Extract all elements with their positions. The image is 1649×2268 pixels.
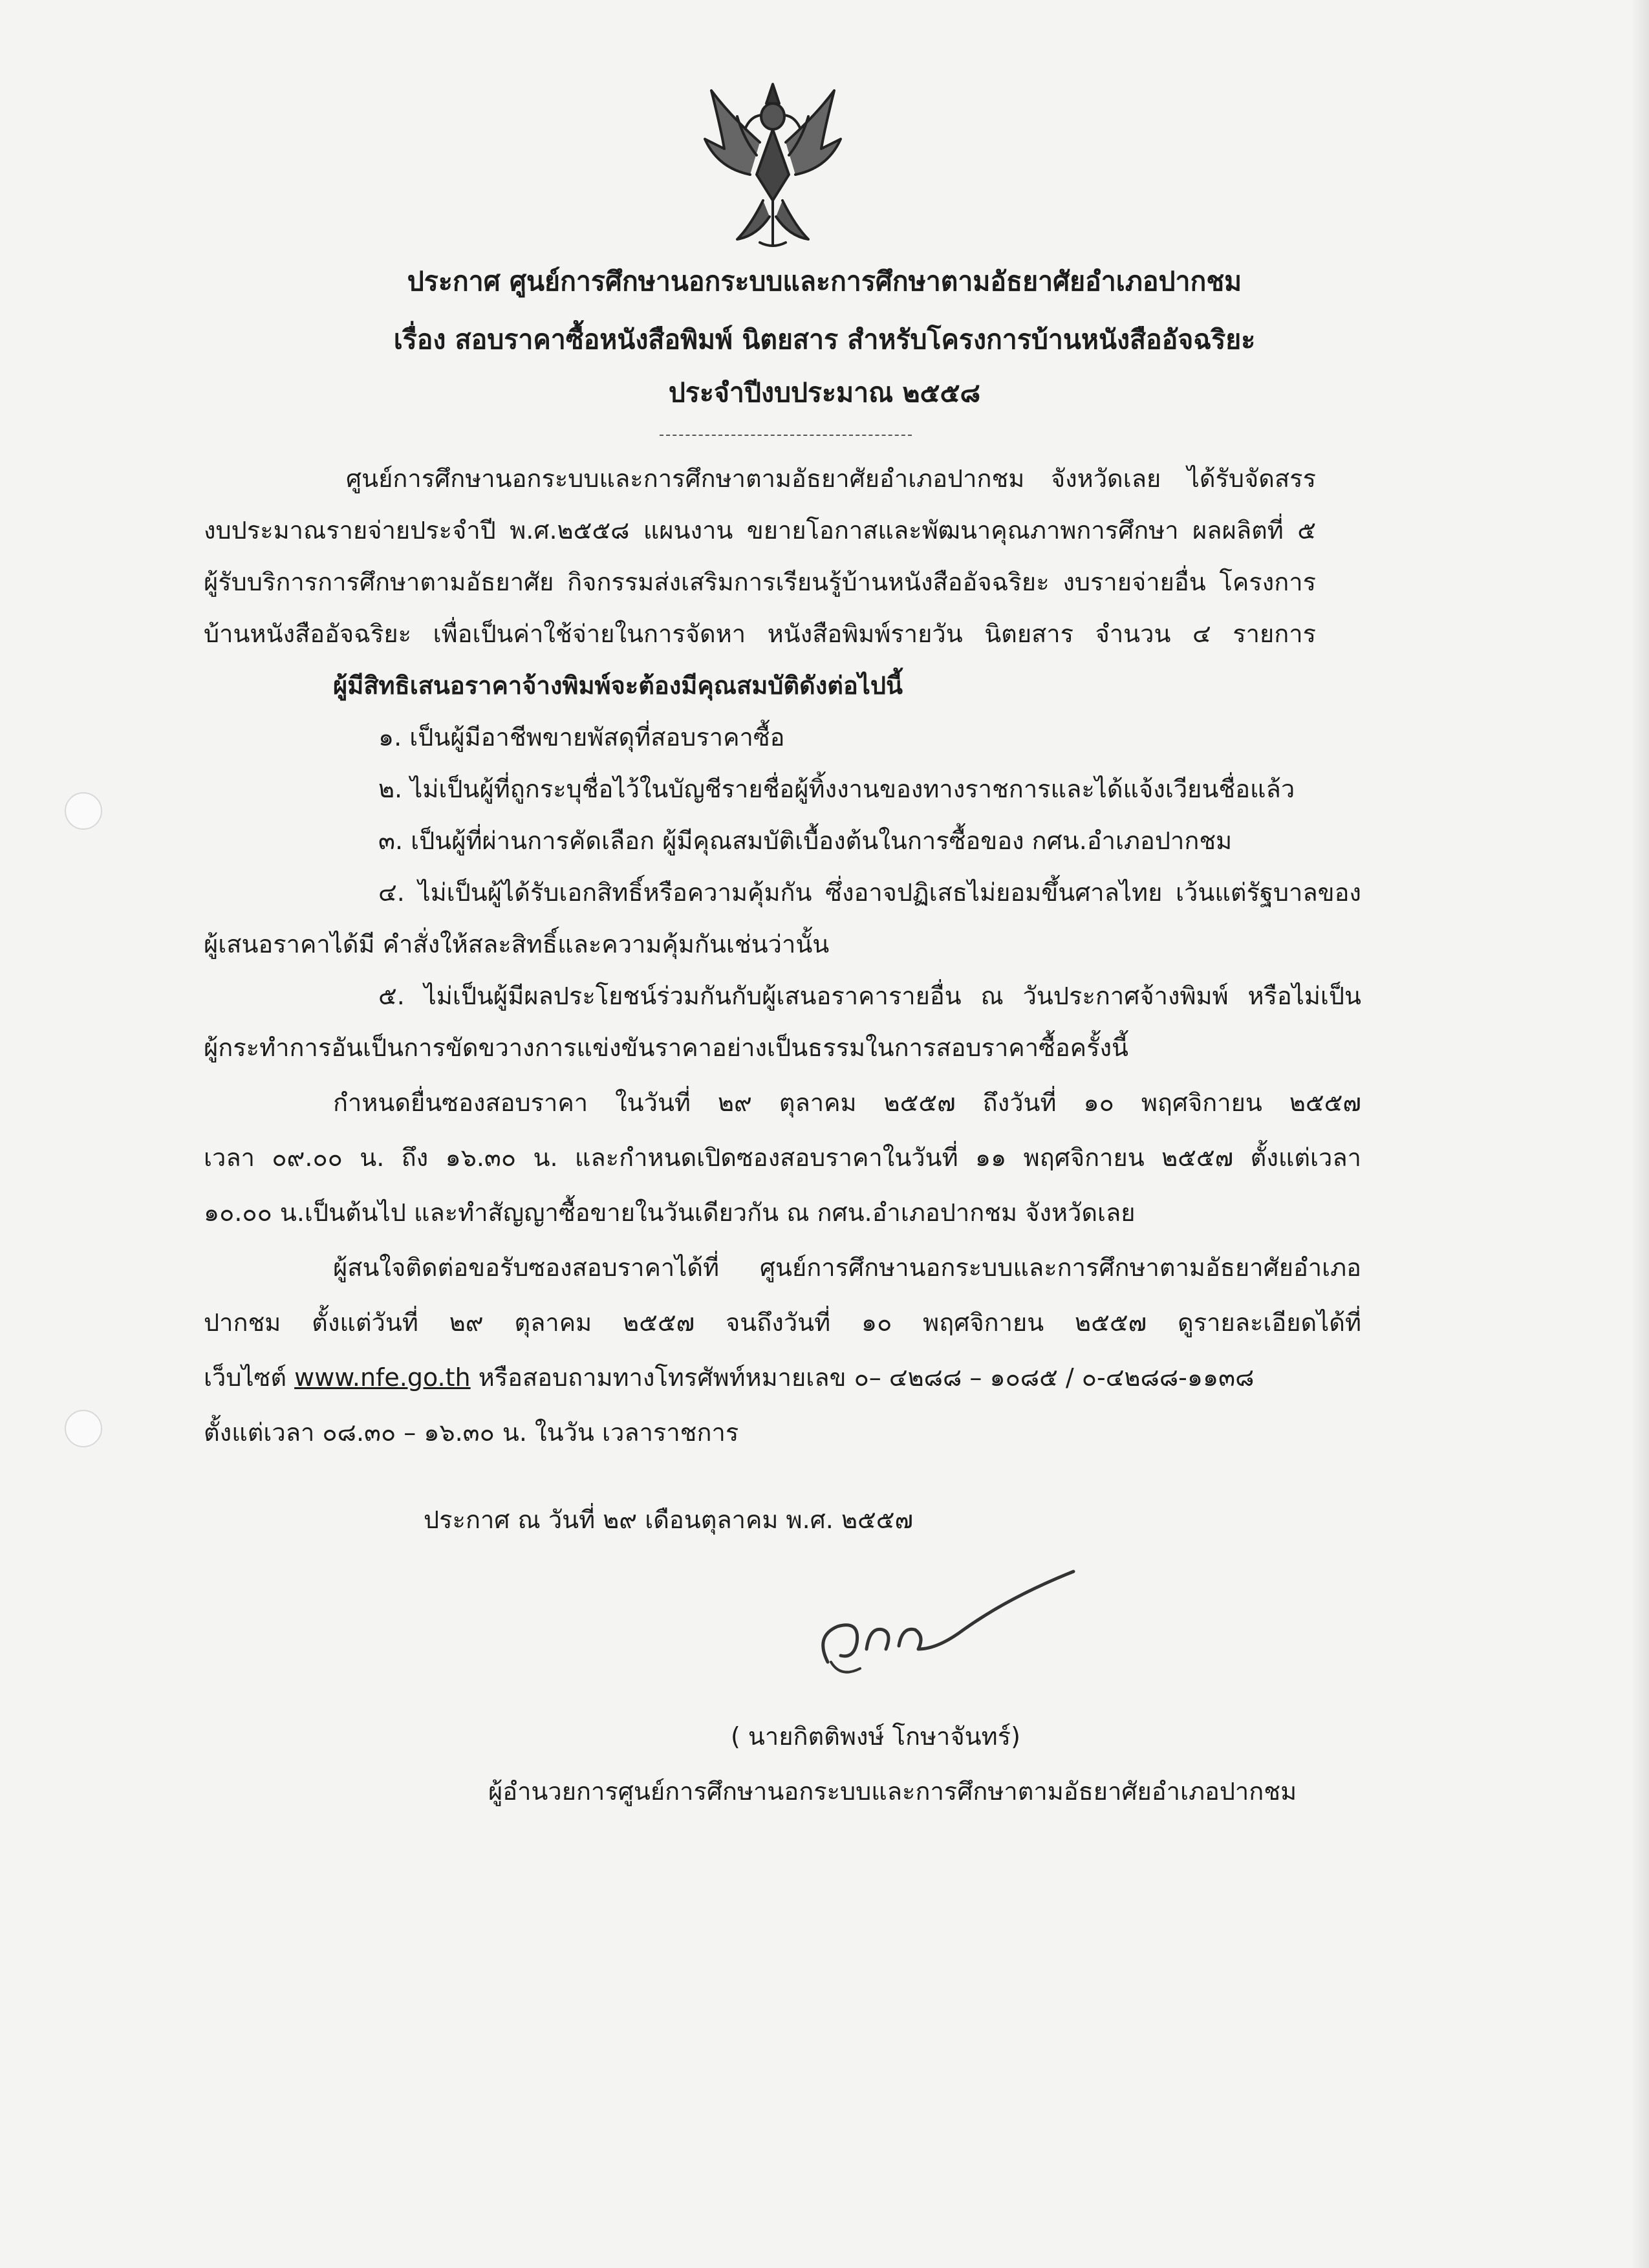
qualification-item-1: ๑. เป็นผู้มีอาชีพขายพัสดุที่สอบราคาซื้อ — [378, 723, 785, 751]
intro-line-2: งบประมาณรายจ่ายประจำปี พ.ศ.๒๕๕๘ แผนงาน ขยายโอกาสและพัฒนาคุณภาพการศึกษา ผลผลิตที่ ๕ — [204, 516, 1316, 545]
qualification-item-4: ๔. ไม่เป็นผู้ได้รับเอกสิทธิ์หรือความคุ้มกัน ซึ่งอาจปฏิเสธไม่ยอมขึ้นศาลไทย เว้นแต่รัฐบาลของ — [378, 878, 1361, 907]
signer-title: ผู้อำนวยการศูนย์การศึกษานอกระบบและการศึกษาตามอัธยาศัยอำเภอปากชม — [488, 1777, 1297, 1806]
qualification-item-5: ๕. ไม่เป็นผู้มีผลประโยชน์ร่วมกันกับผู้เสนอราคารายอื่น ณ วันประกาศจ้างพิมพ์ หรือไม่เป็น — [378, 982, 1361, 1010]
qualification-item-5-cont: ผู้กระทำการอันเป็นการขัดขวางการแข่งขันราคาอย่างเป็นธรรมในการสอบราคาซื้อครั้งนี้ — [204, 1033, 1129, 1062]
announce-date: ประกาศ ณ วันที่ ๒๙ เดือนตุลาคม พ.ศ. ๒๕๕๗ — [424, 1506, 914, 1534]
intro-line-3: ผู้รับบริการการศึกษาตามอัธยาศัย กิจกรรมส่งเสริมการเรียนรู้บ้านหนังสืออัจฉริยะ งบรายจ่ายอื่น โครงการ — [204, 568, 1316, 596]
qualification-item-2: ๒. ไม่เป็นผู้ที่ถูกระบุชื่อไว้ในบัญชีรายชื่อผู้ทิ้งงานของทางราชการและได้แจ้งเวียนชื่อแล้ว — [378, 775, 1295, 803]
title-line-2: เรื่อง สอบราคาซื้อหนังสือพิมพ์ นิตยสาร สำหรับโครงการบ้านหนังสืออัจฉริยะ — [393, 324, 1256, 355]
website-link[interactable]: www.nfe.go.th — [294, 1363, 471, 1392]
website-label: เว็บไซต์ — [204, 1363, 295, 1392]
punch-hole-bottom — [65, 1410, 102, 1447]
garuda-emblem-icon — [698, 78, 847, 252]
contact-line-2: ปากชม ตั้งแต่วันที่ ๒๙ ตุลาคม ๒๕๕๗ จนถึงวันที่ ๑๐ พฤศจิกายน ๒๕๕๗ ดูรายละเอียดได้ที่ — [204, 1308, 1361, 1337]
signer-name: ( นายกิตติพงษ์ โกษาจันทร์) — [731, 1722, 1020, 1751]
signature-icon — [802, 1565, 1086, 1688]
qualification-item-3: ๓. เป็นผู้ที่ผ่านการคัดเลือก ผู้มีคุณสมบัติเบื้องต้นในการซื้อของ กศน.อำเภอปากชม — [378, 826, 1233, 855]
title-line-3: ประจำปีงบประมาณ ๒๕๕๘ — [668, 377, 981, 408]
title-divider — [660, 435, 912, 436]
contact-hours: ตั้งแต่เวลา ๐๘.๓๐ – ๑๖.๓๐ น. ในวัน เวลาราชการ — [204, 1418, 739, 1447]
contact-line-3 — [204, 1361, 1254, 1394]
phone-numbers: หรือสอบถามทางโทรศัพท์หมายเลข ๐– ๔๒๘๘ – ๑๐๘๕ / ๐-๔๒๘๘-๑๑๓๘ — [470, 1363, 1255, 1392]
contact-line-1: ผู้สนใจติดต่อขอรับซองสอบราคาได้ที่ ศูนย์การศึกษานอกระบบและการศึกษาตามอัธยาศัยอำเภอ — [333, 1253, 1361, 1282]
qualifications-heading: ผู้มีสิทธิเสนอราคาจ้างพิมพ์จะต้องมีคุณสมบัติดังต่อไปนี้ — [333, 671, 903, 700]
schedule-line-3: ๑๐.๐๐ น.เป็นต้นไป และทำสัญญาซื้อขายในวันเดียวกัน ณ กศน.อำเภอปากชม จังหวัดเลย — [204, 1198, 1136, 1227]
punch-hole-top — [65, 792, 102, 830]
title-line-1: ประกาศ ศูนย์การศึกษานอกระบบและการศึกษาตามอัธยาศัยอำเภอปากชม — [407, 266, 1242, 297]
intro-line-4: บ้านหนังสืออัจฉริยะ เพื่อเป็นค่าใช้จ่ายในการจัดหา หนังสือพิมพ์รายวัน นิตยสาร จำนวน ๔ รายการ — [204, 620, 1316, 648]
intro-line-1: ศูนย์การศึกษานอกระบบและการศึกษาตามอัธยาศัยอำเภอปากชม จังหวัดเลย ได้รับจัดสรร — [346, 464, 1316, 493]
schedule-line-2: เวลา ๐๙.๐๐ น. ถึง ๑๖.๓๐ น. และกำหนดเปิดซองสอบราคาในวันที่ ๑๑ พฤศจิกายน ๒๕๕๗ ตั้งแต่เวลา — [204, 1143, 1361, 1172]
schedule-line-1: กำหนดยื่นซองสอบราคา ในวันที่ ๒๙ ตุลาคม ๒๕๕๗ ถึงวันที่ ๑๐ พฤศจิกายน ๒๕๕๗ — [333, 1088, 1361, 1117]
qualification-item-4-cont: ผู้เสนอราคาได้มี คำสั่งให้สละสิทธิ์และความคุ้มกันเช่นว่านั้น — [204, 930, 830, 958]
